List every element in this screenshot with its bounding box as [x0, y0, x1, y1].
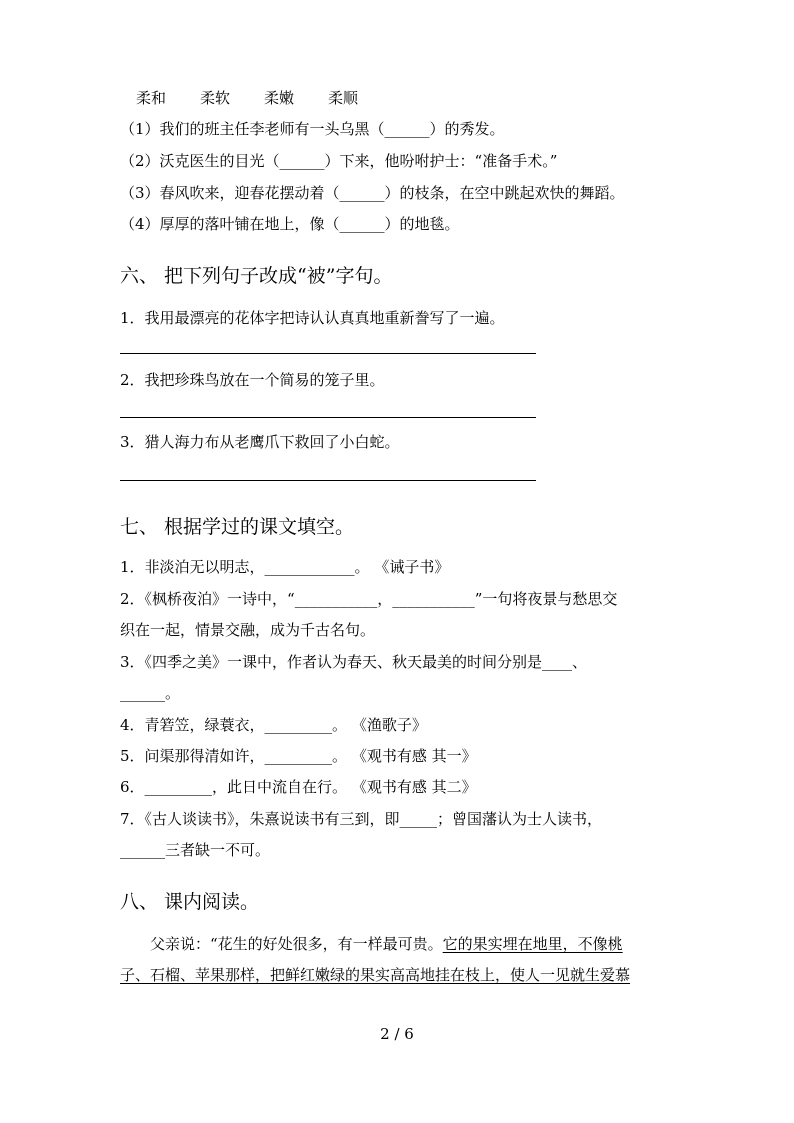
fill-item-4: （4）厚厚的落叶铺在地上，像（______）的地毯。: [120, 215, 460, 233]
section-7-line: 3．《四季之美》一课中，作者认为春天、秋天最美的时间分别是____、: [120, 653, 588, 671]
page-number: 2 / 6: [380, 1025, 414, 1043]
section-7-line: 4．青箬笠，绿蓑衣，_________。 《渔歌子》: [120, 716, 427, 734]
answer-line[interactable]: [120, 480, 536, 481]
passage-line-1: [150, 934, 623, 954]
section-6-item-1: 1．我用最漂亮的花体字把诗认认真真地重新誊写了一遍。: [120, 309, 505, 327]
section-7-line: 织在一起，情景交融，成为千古名句。: [120, 621, 376, 639]
section-7-line: ______三者缺一不可。: [120, 841, 271, 859]
word-bank-item: 柔软: [200, 89, 231, 107]
fill-item-3: （3）春风吹来，迎春花摆动着（______）的枝条，在空中跳起欢快的舞蹈。: [120, 184, 625, 202]
section-6-item-2: 2．我把珍珠鸟放在一个简易的笼子里。: [120, 371, 385, 389]
word-bank-item: 柔顺: [328, 89, 359, 107]
answer-line[interactable]: [120, 417, 536, 418]
section-7-heading: 七、 根据学过的课文填空。: [120, 516, 355, 538]
section-6-heading: 六、 把下列句子改成“被”字句。: [120, 265, 393, 287]
word-bank-item: 柔嫩: [264, 89, 295, 107]
section-6-item-3: 3．猎人海力布从老鹰爪下救回了小白蛇。: [120, 433, 400, 451]
section-7-line: 7．《古人谈读书》，朱熹说读书有三到，即_____；曾国藩认为士人读书，: [120, 810, 603, 828]
fill-item-2: （2）沃克医生的目光（______）下来，他吩咐护士：“准备手术。”: [120, 152, 558, 170]
passage-line-2: [120, 965, 630, 985]
fill-item-1: （1）我们的班主任李老师有一头乌黑（______）的秀发。: [120, 120, 505, 138]
passage-underlined-text: 它的果实埋在地里，不像桃: [442, 935, 623, 953]
section-7-line: 6．_________，此日中流自在行。 《观书有感 其二》: [120, 778, 477, 796]
section-7-line: 2．《枫桥夜泊》一诗中，“___________，___________”一句将夜景与愁思交: [120, 590, 618, 608]
answer-line[interactable]: [120, 353, 536, 354]
section-8-heading: 八、 课内阅读。: [120, 891, 260, 913]
section-7-line: ______。: [120, 684, 181, 702]
word-bank-item: 柔和: [136, 89, 167, 107]
section-7-line: 1．非淡泊无以明志，____________。 《诫子书》: [120, 558, 450, 576]
passage-underlined-text: 子、石榴、苹果那样，把鲜红嫩绿的果实高高地挂在枝上，使人一见就生爱慕: [120, 966, 631, 984]
passage-text: 父亲说：“花生的好处很多，有一样最可贵。: [150, 935, 443, 953]
section-7-line: 5．问渠那得清如许，_________。 《观书有感 其一》: [120, 747, 477, 765]
